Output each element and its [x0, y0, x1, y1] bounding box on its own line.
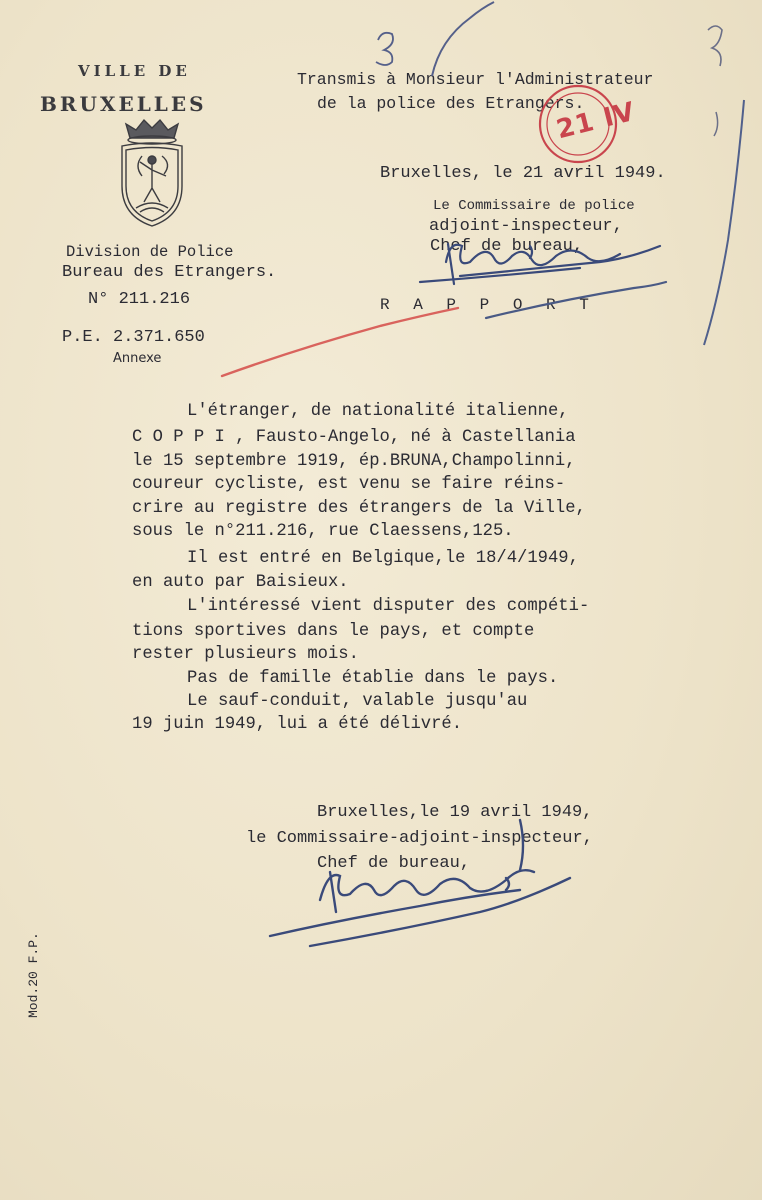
- pencil-stroke-icon: [704, 100, 744, 345]
- report-title: R A P P O R T: [380, 296, 596, 314]
- letterhead-city-line2: BRUXELLES: [40, 92, 207, 116]
- pencil-check-icon: [432, 2, 494, 76]
- body-line: 19 juin 1949, lui a été délivré.: [132, 715, 463, 734]
- body-line: sous le n°211.216, rue Claessens,125.: [132, 522, 514, 541]
- form-code: Mod.20 F.P.: [26, 932, 41, 1018]
- body-line: C O P P I , Fausto-Angelo, né à Castellania: [132, 428, 576, 447]
- pe-reference: [62, 328, 205, 347]
- bureau-label: Bureau des Etrangers.: [62, 263, 277, 282]
- pencil-numeral-icon: [708, 26, 722, 66]
- body-line: L'intéressé vient disputer des compéti-: [187, 597, 590, 616]
- body-line: tions sportives dans le pays, et compte: [132, 622, 535, 641]
- transmittal-line1: Transmis à Monsieur l'Administrateur: [297, 70, 654, 89]
- body-line: coureur cycliste, est venu se faire réins-: [132, 475, 566, 494]
- body-line: Pas de famille établie dans le pays.: [187, 669, 559, 688]
- body-line: en auto par Baisieux.: [132, 573, 349, 592]
- body-line: crire au registre des étrangers de la Ville,: [132, 499, 586, 518]
- body-line: Le sauf-conduit, valable jusqu'au: [187, 692, 528, 711]
- header-date: Bruxelles, le 21 avril 1949.: [380, 164, 666, 183]
- pencil-numeral-icon: [376, 33, 393, 65]
- body-line: rester plusieurs mois.: [132, 645, 359, 664]
- commissioner-line3: Chef de bureau,: [430, 237, 584, 256]
- file-number: N° 211.216: [88, 290, 191, 309]
- body-line: L'étranger, de nationalité italienne,: [187, 402, 569, 421]
- commissioner-line1: Le Commissaire de police: [433, 198, 635, 214]
- pe-number: 2.371.650: [113, 328, 205, 347]
- body-line: Il est entré en Belgique,le 18/4/1949,: [187, 549, 579, 568]
- transmittal-line2: de la police des Etrangers.: [317, 94, 585, 113]
- pe-label: P.E.: [62, 328, 103, 347]
- pencil-stroke-icon: [714, 112, 718, 136]
- closing-title: le Commissaire-adjoint-inspecteur,: [246, 829, 593, 848]
- closing-office: Chef de bureau,: [317, 854, 471, 873]
- division-label: Division de Police: [66, 243, 234, 261]
- annex-label: Annexe: [113, 351, 162, 366]
- letterhead-city-line1: VILLE DE: [78, 62, 191, 80]
- red-pencil-stroke-icon: [222, 308, 458, 376]
- city-crest-icon: [112, 116, 192, 231]
- commissioner-line2: adjoint-inspecteur,: [429, 217, 623, 236]
- date-stamp-text: 21 IV: [553, 96, 639, 146]
- closing-date: Bruxelles,le 19 avril 1949,: [317, 803, 593, 822]
- body-line: le 15 septembre 1919, ép.BRUNA,Champolinni,: [132, 452, 576, 471]
